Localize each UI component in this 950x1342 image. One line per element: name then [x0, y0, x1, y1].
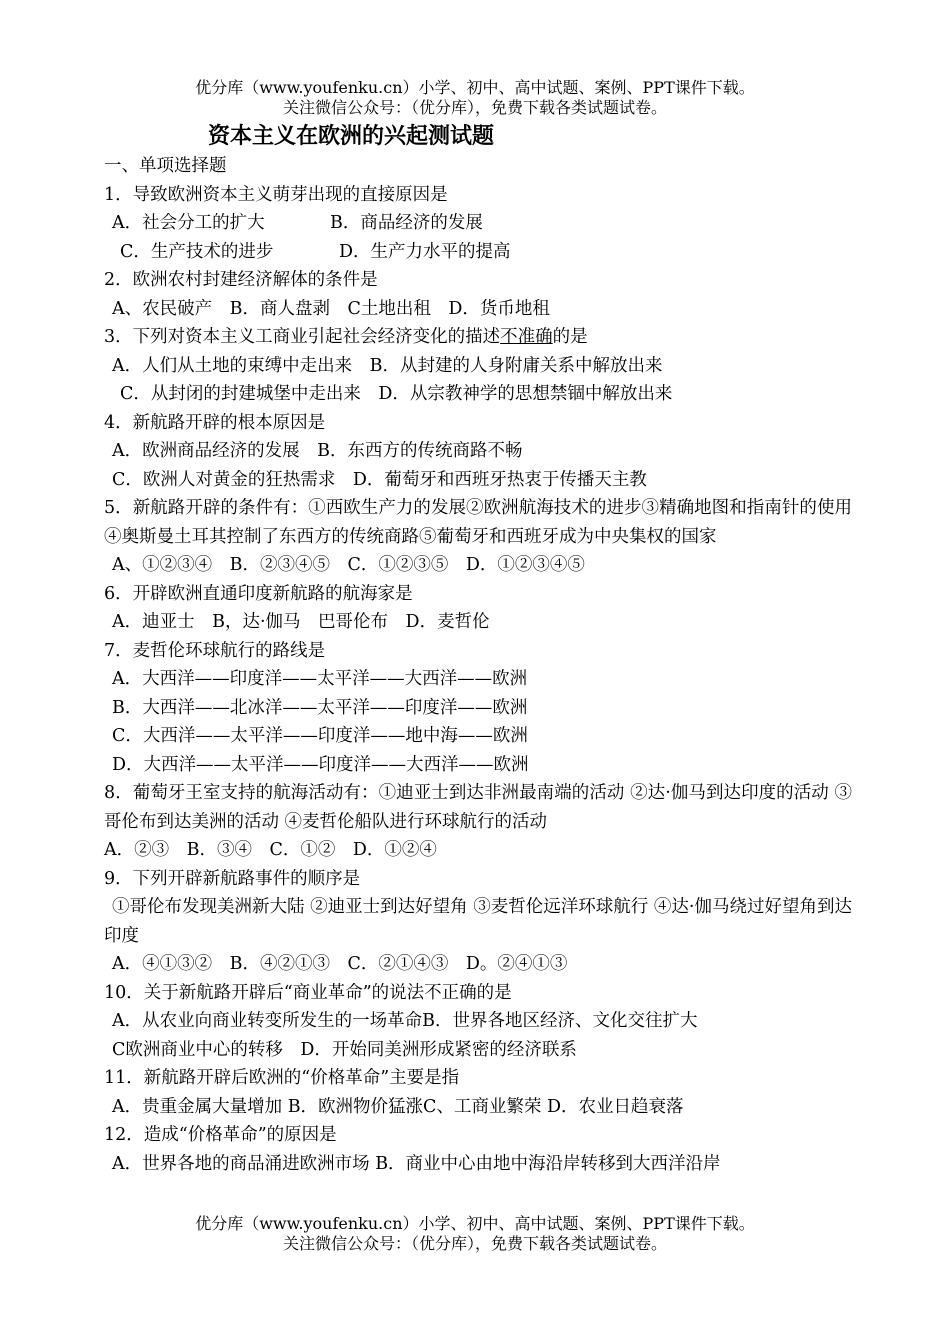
header-line-2: 关注微信公众号：（优分库），免费下载各类试题试卷。 [282, 98, 667, 117]
section-heading: 一、单项选择题 [104, 156, 227, 176]
q9-stem: 9．下列开辟新航路事件的顺序是 [104, 868, 361, 889]
q10-options-row1: A．从农业向商业转变所发生的一场革命B．世界各地区经济、文化交往扩大 [112, 1011, 698, 1031]
q6-stem: 6．开辟欧洲直通印度新航路的航海家是 [104, 583, 413, 604]
q1-option-c: C．生产技术的进步 [120, 241, 274, 262]
q7-option-a: A．大西洋——印度洋——太平洋——大西洋——欧洲 [112, 669, 528, 689]
q4-options-row1: A．欧洲商品经济的发展 B．东西方的传统商路不畅 [112, 441, 523, 461]
q3-stem-post: 的是 [552, 327, 588, 347]
q10-options-row2: C欧洲商业中心的转移 D．开始同美洲形成紧密的经济联系 [112, 1039, 577, 1060]
q7-option-c: C．大西洋——太平洋——印度洋——地中海——欧洲 [112, 726, 528, 746]
q9-options: A．④①③② B．④②①③ C．②①④③ D。②④①③ [112, 954, 568, 974]
q1-option-b: B．商品经济的发展 [330, 213, 483, 233]
q4-options-row2: C．欧洲人对黄金的狂热需求 D．葡萄牙和西班牙热衷于传播天主教 [112, 469, 647, 490]
q3-options-row2: C．从封闭的封建城堡中走出来 D．从宗教神学的思想禁锢中解放出来 [120, 384, 673, 404]
q1-options-row1 [104, 209, 852, 238]
footer-line-2: 关注微信公众号：（优分库），免费下载各类试题试卷。 [282, 1234, 667, 1253]
q2-stem: 2．欧洲农村封建经济解体的条件是 [104, 270, 378, 290]
page-title: 资本主义在欧洲的兴起测试题 [208, 123, 495, 149]
q5-options: A、①②③④ B．②③④⑤ C．①②③⑤ D．①②③④⑤ [112, 555, 585, 575]
q3-options-row1: A．人们从土地的束缚中走出来 B．从封建的人身附庸关系中解放出来 [112, 355, 663, 376]
q1-stem: 1．导致欧洲资本主义萌芽出现的直接原因是 [104, 184, 448, 205]
footer-line-1: 优分库（www.youfenku.cn）小学、初中、高中试题、案例、PPT课件下载。 [195, 1214, 755, 1233]
q11-stem: 11．新航路开辟后欧洲的“价格革命”主要是指 [104, 1068, 460, 1088]
q8-stem: 8．葡萄牙王室支持的航海活动有：①迪亚士到达非洲最南端的活动 ②达·伽马到达印度的活动 ③哥伦布到达美洲的活动 ④麦哲伦船队进行环球航行的活动 [104, 783, 852, 832]
q3-stem-pre: 3．下列对资本主义工商业引起社会经济变化的描述 [104, 327, 501, 347]
q6-options: A．迪亚士 B，达·伽马 巴哥伦布 D．麦哲伦 [112, 612, 490, 632]
q4-stem: 4．新航路开辟的根本原因是 [104, 412, 326, 433]
q5-stem: 5．新航路开辟的条件有：①西欧生产力的发展②欧洲航海技术的进步③精确地图和指南针的使用④奥斯曼土耳其控制了东西方的传统商路⑤葡萄牙和西班牙成为中央集权的国家 [104, 498, 852, 547]
q7-option-b: B．大西洋——北冰洋——太平洋——印度洋——欧洲 [112, 697, 528, 718]
q11-options: A．贵重金属大量增加 B．欧洲物价猛涨C、工商业繁荣 D．农业日趋衰落 [112, 1096, 684, 1117]
q2-options: A、农民破产 B．商人盘剥 C土地出租 D．货币地租 [112, 298, 550, 319]
q7-stem: 7．麦哲伦环球航行的路线是 [104, 640, 326, 661]
q1-options-row2 [104, 238, 852, 267]
q9-events: ①哥伦布发现美洲新大陆 ②迪亚士到达好望角 ③麦哲伦远洋环球航行 ④达·伽马绕过好望角到达印度 [104, 897, 852, 946]
q10-stem: 10．关于新航路开辟后“商业革命”的说法不正确的是 [104, 982, 512, 1003]
q12-options: A．世界各地的商品涌进欧洲市场 B．商业中心由地中海沿岸转移到大西洋沿岸 [112, 1153, 721, 1174]
q8-options: A．②③ B．③④ C．①② D．①②④ [104, 840, 437, 860]
q1-option-d: D．生产力水平的提高 [339, 241, 511, 262]
q12-stem: 12．造成“价格革命”的原因是 [104, 1125, 337, 1145]
q7-option-d: D．大西洋——太平洋——印度洋——大西洋——欧洲 [112, 754, 529, 775]
q3-stem [104, 323, 852, 352]
q1-option-a: A．社会分工的扩大 [112, 213, 265, 233]
question-list [104, 152, 852, 1178]
header-line-1: 优分库（www.youfenku.cn）小学、初中、高中试题、案例、PPT课件下载。 [195, 78, 755, 97]
q3-stem-emphasis: 不准确 [500, 327, 553, 347]
